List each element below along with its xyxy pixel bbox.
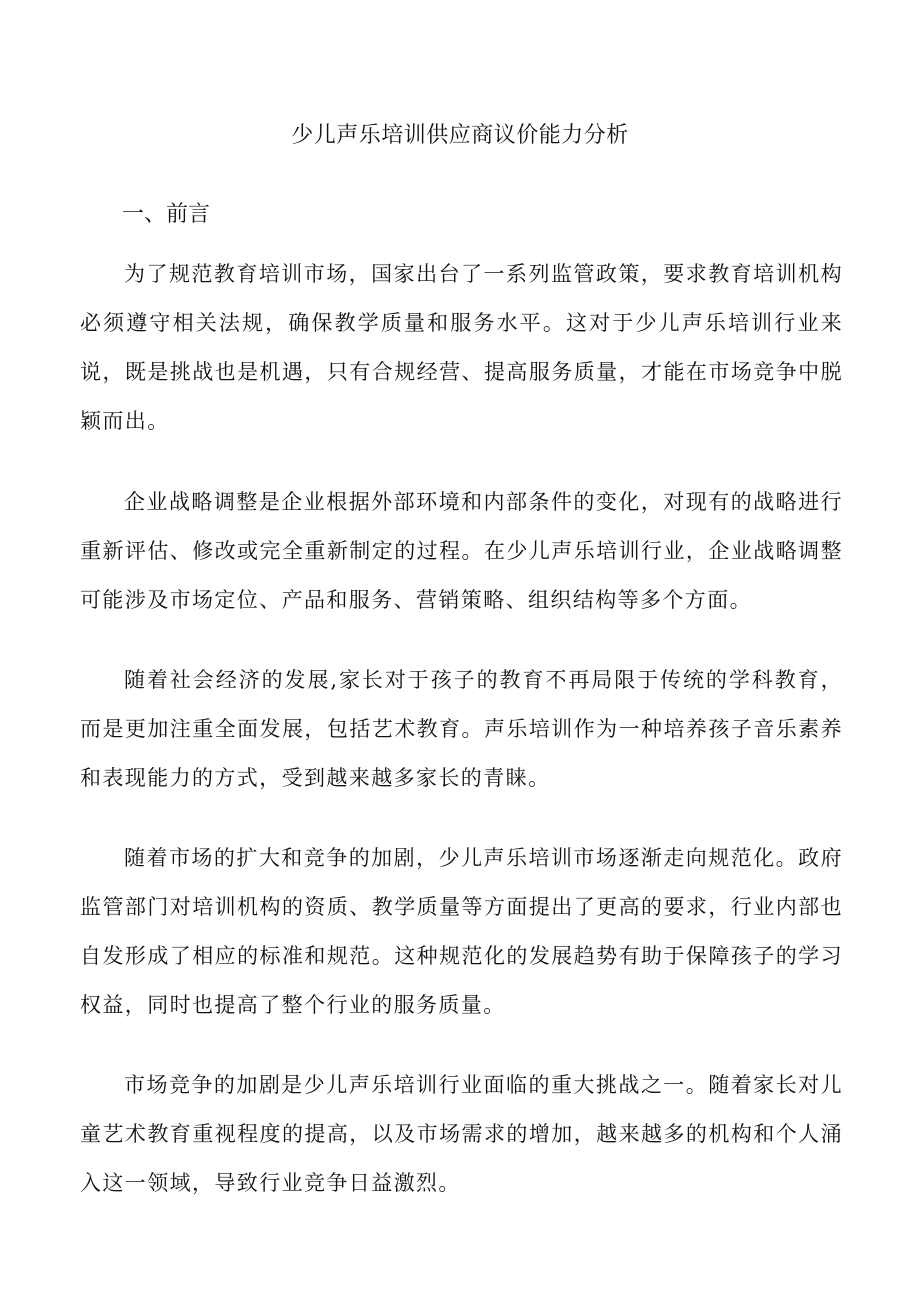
paragraph: 随着市场的扩大和竞争的加剧，少儿声乐培训市场逐渐走向规范化。政府监管部门对培训机构的资质、教学质量等方面提出了更高的要求，行业内部也自发形成了相应的标准和规范。这种规范化的发展趋势有助于保障孩子的学习权益，同时也提高了整个行业的服务质量。 (80, 846, 843, 1017)
paragraph: 市场竞争的加剧是少儿声乐培训行业面临的重大挑战之一。随着家长对儿童艺术教育重视程度的提高，以及市场需求的增加，越来越多的机构和个人涌入这一领域，导致行业竞争日益激烈。 (80, 1073, 843, 1195)
paragraph: 企业战略调整是企业根据外部环境和内部条件的变化，对现有的战略进行重新评估、修改或完全重新制定的过程。在少儿声乐培训行业，企业战略调整可能涉及市场定位、产品和服务、营销策略、组织结构等多个方面。 (80, 490, 843, 612)
document-title: 少儿声乐培训供应商议价能力分析 (291, 123, 629, 148)
section-heading: 一、前言 (122, 202, 211, 227)
paragraph: 随着社会经济的发展,家长对于孩子的教育不再局限于传统的学科教育，而是更加注重全面发展，包括艺术教育。声乐培训作为一种培养孩子音乐素养和表现能力的方式，受到越来越多家长的青睐。 (80, 668, 843, 790)
paragraph: 为了规范教育培训市场，国家出台了一系列监管政策，要求教育培训机构必须遵守相关法规，确保教学质量和服务水平。这对于少儿声乐培训行业来说，既是挑战也是机遇，只有合规经营、提高服务质量，才能在市场竞争中脱颖而出。 (80, 262, 843, 433)
